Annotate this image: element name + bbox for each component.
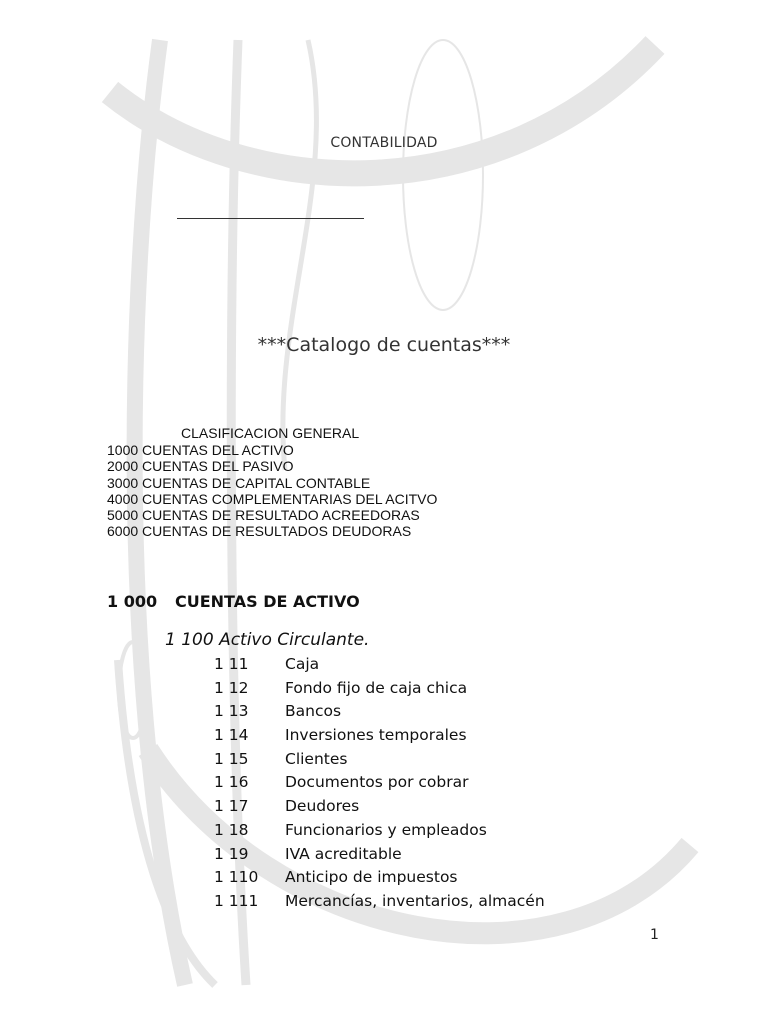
account-code: 1 16 (214, 773, 249, 792)
account-name: Documentos por cobrar (285, 773, 469, 792)
account-code: 1 19 (214, 844, 249, 863)
section-heading (107, 592, 360, 611)
account-row (214, 819, 545, 843)
account-row (214, 748, 545, 772)
account-code: 1 11 (214, 655, 249, 673)
account-code: 1 18 (214, 820, 249, 839)
page-number: 1 (650, 927, 659, 943)
account-row (214, 700, 545, 724)
account-row (214, 771, 545, 795)
account-row (214, 890, 545, 914)
account-row (214, 653, 545, 677)
account-row (214, 724, 545, 748)
account-name: Fondo fijo de caja chica (285, 678, 468, 697)
section-label: CUENTAS DE ACTIVO (175, 592, 360, 611)
account-name: Funcionarios y empleados (285, 820, 487, 839)
clasificacion-item: 5000 CUENTAS DE RESULTADO ACREEDORAS (107, 507, 420, 524)
clasificacion-item: 3000 CUENTAS DE CAPITAL CONTABLE (107, 474, 371, 491)
account-name: IVA acreditable (285, 844, 402, 863)
account-name: Mercancías, inventarios, almacén (285, 891, 545, 910)
account-code: 1 111 (214, 891, 259, 910)
section-code: 1 000 (107, 592, 158, 611)
account-code: 1 12 (214, 678, 249, 697)
account-code: 1 15 (214, 749, 249, 768)
account-code: 1 110 (214, 868, 259, 887)
account-code: 1 17 (214, 797, 249, 816)
clasificacion-item: 2000 CUENTAS DEL PASIVO (107, 458, 294, 475)
account-row (214, 677, 545, 701)
account-name: Deudores (285, 797, 360, 816)
clasificacion-item: 1000 CUENTAS DEL ACTIVO (107, 442, 294, 458)
signature-line (177, 218, 364, 219)
accounts-list (214, 653, 545, 914)
account-name: Caja (285, 655, 320, 673)
account-name: Anticipo de impuestos (285, 868, 458, 887)
clasificacion-list (107, 442, 437, 540)
clasificacion-heading: CLASIFICACION GENERAL (181, 425, 360, 441)
catalog-title: ***Catalogo de cuentas*** (257, 334, 511, 356)
clasificacion-item: 4000 CUENTAS COMPLEMENTARIAS DEL ACITVO (107, 490, 438, 507)
account-name: Bancos (285, 702, 342, 721)
account-name: Clientes (285, 749, 348, 768)
account-row (214, 843, 545, 867)
account-row (214, 866, 545, 890)
subsection-heading: 1 100 Activo Circulante. (165, 630, 370, 650)
account-name: Inversiones temporales (285, 726, 467, 745)
account-code: 1 13 (214, 702, 249, 721)
clasificacion-item: 6000 CUENTAS DE RESULTADOS DEUDORAS (107, 523, 412, 540)
document-header-title: CONTABILIDAD (330, 135, 438, 151)
account-row (214, 795, 545, 819)
account-code: 1 14 (214, 726, 249, 745)
